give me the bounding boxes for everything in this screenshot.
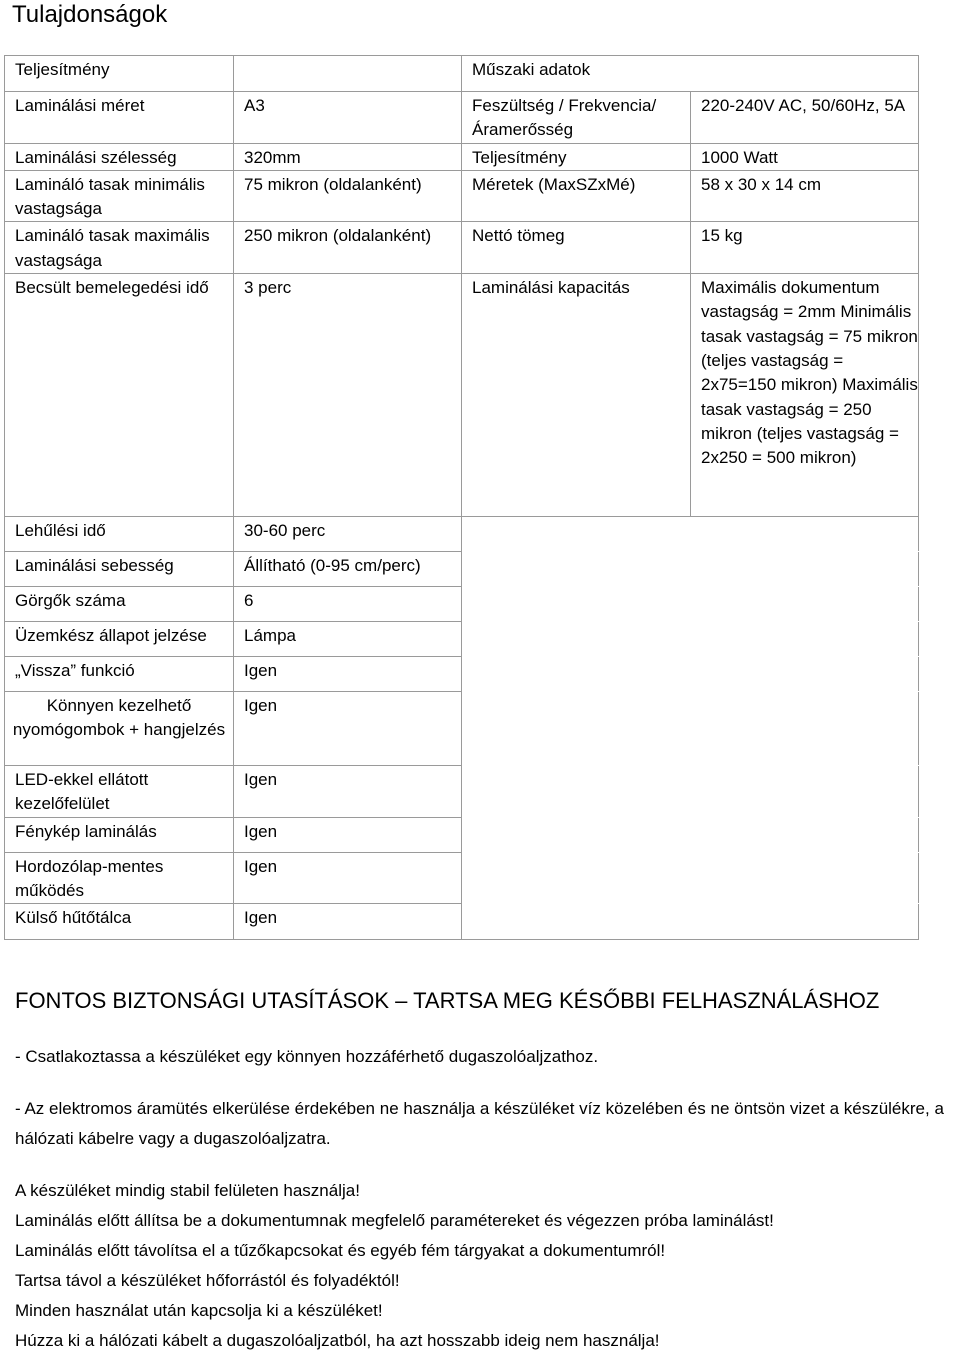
safety-item: Húzza ki a hálózati kábelt a dugaszolóaljzatból, ha azt hosszabb ideig nem használja! (15, 1331, 660, 1350)
empty-cell (462, 622, 919, 657)
spec-label: Fénykép laminálás (5, 817, 234, 852)
spec-label-2: Laminálási kapacitás (462, 274, 691, 517)
table-row (5, 852, 919, 904)
page-title: Tulajdonságok (12, 1, 168, 28)
spec-value: Igen (234, 657, 462, 692)
spec-value: 6 (234, 587, 462, 622)
spec-value-2: 58 x 30 x 14 cm (691, 170, 919, 222)
empty-cell (462, 766, 919, 818)
spec-label: „Vissza” funkció (5, 657, 234, 692)
spec-label: Külső hűtőtálca (5, 904, 234, 940)
table-row (5, 766, 919, 818)
spec-value-2: Maximális dokumentum vastagság = 2mm Minimális tasak vastagság = 75 mikron (teljes vastagság = 2x75=150 mikron) Maximális tasak vastagság = 250 mikron (teljes vastagság = 2x250 = 500 mikron) (691, 274, 919, 517)
spec-label: Görgők száma (5, 587, 234, 622)
safety-item: Minden használat után kapcsolja ki a készüléket! (15, 1301, 383, 1320)
spec-label: Laminálási sebesség (5, 552, 234, 587)
spec-label: Becsült bemelegedési idő (5, 274, 234, 517)
spec-value: 30-60 perc (234, 517, 462, 552)
spec-value: Igen (234, 692, 462, 766)
spec-label: Laminálási szélesség (5, 143, 234, 170)
spec-value: 3 perc (234, 274, 462, 517)
spec-label-2: Nettó tömeg (462, 222, 691, 274)
spec-label: Lamináló tasak maximális vastagsága (5, 222, 234, 274)
table-row (5, 92, 919, 144)
table-row (5, 274, 919, 517)
table-row (5, 692, 919, 766)
safety-item: Tartsa távol a készüléket hőforrástól és folyadéktól! (15, 1271, 400, 1290)
spec-label: Laminálási méret (5, 92, 234, 144)
table-row (5, 587, 919, 622)
empty-cell (462, 657, 919, 692)
spec-value-2: 220-240V AC, 50/60Hz, 5A (691, 92, 919, 144)
spec-label-2: Méretek (MaxSZxMé) (462, 170, 691, 222)
specifications-table (4, 55, 919, 940)
safety-item: A készüléket mindig stabil felületen használja! (15, 1181, 360, 1200)
spec-label-2: Feszültség / Frekvencia/Áramerősség (462, 92, 691, 144)
table-row (5, 817, 919, 852)
spec-label: Hordozólap-mentes működés (5, 852, 234, 904)
spec-value: Lámpa (234, 622, 462, 657)
empty-cell (462, 517, 919, 552)
header-empty-cell (234, 56, 462, 92)
safety-item: - Csatlakoztassa a készüléket egy könnyen hozzáférhető dugaszolóaljzathoz. (15, 1047, 599, 1066)
spec-value-2: 1000 Watt (691, 143, 919, 170)
spec-value: Igen (234, 904, 462, 940)
empty-cell (462, 587, 919, 622)
spec-value: 320mm (234, 143, 462, 170)
empty-cell (462, 904, 919, 940)
empty-cell (462, 692, 919, 766)
safety-item: Laminálás előtt távolítsa el a tűzőkapcsokat és egyéb fém tárgyakat a dokumentumról! (15, 1241, 666, 1260)
spec-value: Igen (234, 766, 462, 818)
spec-value: Igen (234, 852, 462, 904)
header-right-cell: Műszaki adatok (462, 56, 919, 92)
table-row (5, 143, 919, 170)
spec-value-2: 15 kg (691, 222, 919, 274)
spec-label: Lehűlési idő (5, 517, 234, 552)
empty-cell (462, 552, 919, 587)
table-row (5, 622, 919, 657)
spec-value: A3 (234, 92, 462, 144)
header-left-cell: Teljesítmény (5, 56, 234, 92)
empty-cell (462, 817, 919, 852)
safety-item: - Az elektromos áramütés elkerülése érdekében ne használja a készüléket víz közelében és ne öntsön vizet a készülékre, a hálózati kábelre vagy a dugaszolóaljzatra. (15, 1099, 944, 1148)
spec-label: LED-ekkel ellátott kezelőfelület (5, 766, 234, 818)
spec-value: Állítható (0-95 cm/perc) (234, 552, 462, 587)
safety-item: Laminálás előtt állítsa be a dokumentumnak megfelelő paramétereket és végezzen próba laminálást! (15, 1211, 774, 1230)
safety-heading: FONTOS BIZTONSÁGI UTASÍTÁSOK – TARTSA MEG KÉSŐBBI FELHASZNÁLÁSHOZ (15, 988, 880, 1013)
table-row (5, 222, 919, 274)
spec-label: Üzemkész állapot jelzése (5, 622, 234, 657)
spec-value: Igen (234, 817, 462, 852)
table-row (5, 517, 919, 552)
spec-label-2: Teljesítmény (462, 143, 691, 170)
table-header-row (5, 56, 919, 92)
table-row (5, 170, 919, 222)
table-row (5, 657, 919, 692)
spec-value: 250 mikron (oldalanként) (234, 222, 462, 274)
spec-label: Könnyen kezelhető nyomógombok + hangjelzés (5, 692, 234, 766)
empty-cell (462, 852, 919, 904)
safety-instructions (15, 1042, 960, 1356)
spec-label: Lamináló tasak minimális vastagsága (5, 170, 234, 222)
table-row (5, 552, 919, 587)
spec-value: 75 mikron (oldalanként) (234, 170, 462, 222)
table-row (5, 904, 919, 940)
